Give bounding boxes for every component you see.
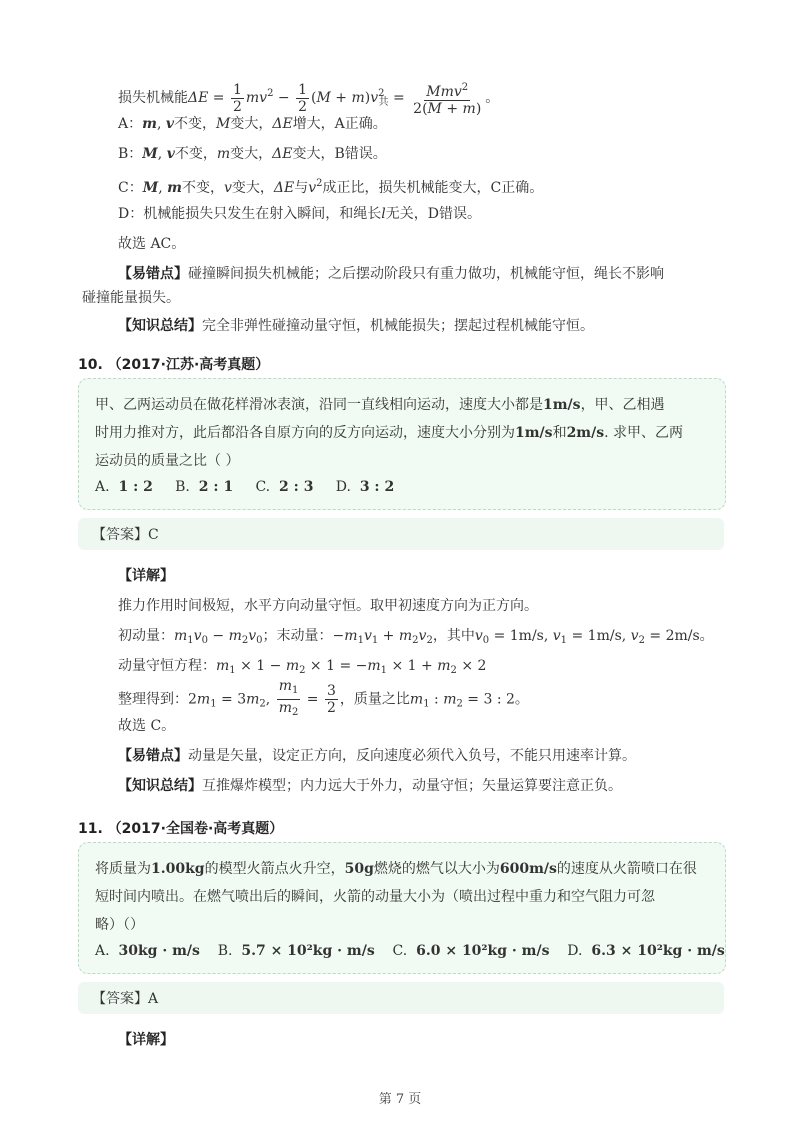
question-10-header: 10. （2017·江苏·高考真题） (78, 357, 270, 373)
q10-answer: 【答案】C (92, 527, 159, 543)
q10-easy-error: 【易错点】动量是矢量，设定正方向，反向速度必须代入负号，不能只用速率计算。 (118, 748, 636, 764)
option-d-analysis: D：机械能损失只发生在射入瞬间，和绳长l无关，D错误。 (118, 206, 481, 222)
q11-option-b[interactable]: B. 5.7 × 10²kg · m/s (217, 943, 375, 959)
q10-line-2: 时用力推对方，此后都沿各自原方向的反方向运动，速度大小分别为1m/s和2m/s. 求甲、乙两 (95, 425, 684, 441)
q10-summary: 【知识总结】互推爆炸模型；内力远大于外力，动量守恒；矢量运算要注意正负。 (118, 778, 622, 794)
q11-line-3: 略）（） (95, 917, 144, 933)
question-11-header: 11. （2017·全国卷·高考真题） (78, 821, 284, 837)
option-c-analysis: C：M, m不变，v变大，ΔE与$v^2$成正比，损失机械能变大，C正确。 (118, 178, 544, 196)
q10-option-b[interactable]: B. 2 : 1 (175, 479, 234, 495)
q10-detail-label: 【详解】 (118, 568, 174, 584)
q10-option-c[interactable]: C. 2 : 3 (255, 479, 314, 495)
question-11-answer-bar (78, 982, 724, 1014)
summary-1: 【知识总结】完全非弹性碰撞动量守恒，机械能损失；摆起过程机械能守恒。 (118, 318, 594, 334)
q10-detail-1: 推力作用时间极短，水平方向动量守恒。取甲初速度方向为正方向。 (118, 598, 538, 614)
page-number: 第 7 页 (378, 1092, 422, 1107)
q11-answer: 【答案】A (92, 991, 159, 1007)
q11-options (95, 937, 725, 965)
q10-choose: 故选 C。 (118, 718, 176, 734)
q10-detail-2: 初动量：$m_1v_0 - m_2v_0$；末动量：$-m_1v_1 + m_2v_2$，其中$v_0 = 1m/s$, $v_1 = 1m/s$, $v_2 = 2m/s$。 (118, 628, 714, 646)
q10-option-d[interactable]: D. 3 : 2 (335, 479, 395, 495)
q11-option-c[interactable]: C. 6.0 × 10²kg · m/s (392, 943, 550, 959)
q11-detail-label: 【详解】 (118, 1032, 174, 1048)
q11-option-a[interactable]: A. 30kg · m/s (95, 943, 200, 959)
q10-line-3: 运动员的质量之比（ ） (95, 453, 240, 469)
q10-options (95, 473, 394, 501)
question-11-box (78, 842, 726, 974)
easy-error-1: 【易错点】碰撞瞬间损失机械能；之后摆动阶段只有重力做功，机械能守恒，绳长不影响 (118, 266, 664, 282)
q11-line-2: 短时间内喷出。在燃气喷出后的瞬间，火箭的动量大小为（喷出过程中重力和空气阻力可忽 (95, 889, 655, 905)
question-10-answer-bar (78, 518, 724, 550)
q10-line-1: 甲、乙两运动员在做花样滑冰表演，沿同一直线相向运动，速度大小都是1m/s，甲、乙相遇 (95, 397, 665, 413)
q10-detail-4: 整理得到：$2m_1 = 3m_2$, $\frac{m_1}{m_2}$ = $\frac{3}{2}$ ，质量之比$m_1$ : $m_2 = 3$ : 2。 (118, 678, 529, 718)
q10-option-a[interactable]: A. 1 : 2 (95, 479, 153, 495)
option-b-analysis: B：M, v不变，m变大，ΔE变大，B错误。 (118, 146, 387, 162)
option-a-analysis: A：m, v不变，M变大，ΔE增大，A正确。 (118, 116, 387, 132)
easy-error-1-cont: 碰撞能量损失。 (82, 290, 180, 306)
question-10-box (78, 378, 726, 510)
q11-option-d[interactable]: D. 6.3 × 10²kg · m/s (567, 943, 725, 959)
choose-ac: 故选 AC。 (118, 236, 186, 252)
q10-detail-3: 动量守恒方程：$m_1 \times 1 - m_2 \times 1 = -m_1 \times 1 + m_2 \times 2$ (118, 658, 487, 676)
loss-line: 损失机械能ΔE = $\frac{1}{2}$ $mv^2$ − $\frac{1}{2}$ $(M + m)v^2_共$ = $\frac{Mmv^2}{2(M + m)}$ 。 (118, 81, 500, 117)
q11-line-1: 将质量为1.00kg的模型火箭点火升空，50g燃烧的燃气以大小为600m/s的速度从火箭喷口在很 (95, 861, 697, 877)
